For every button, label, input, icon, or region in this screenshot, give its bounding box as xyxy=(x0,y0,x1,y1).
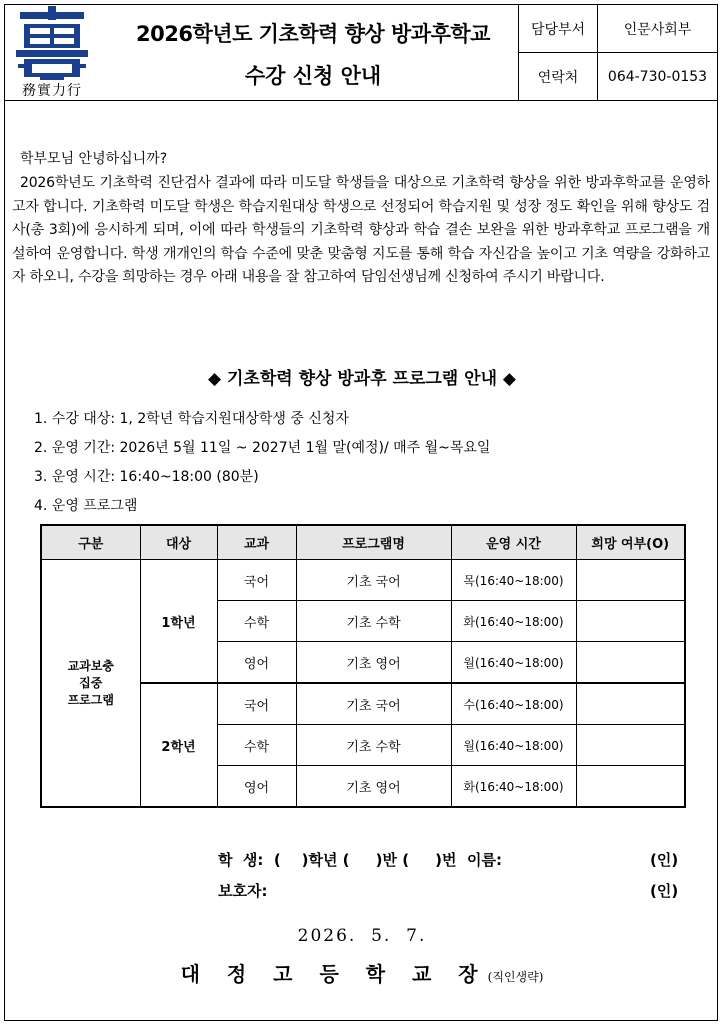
list-item: 4. 운영 프로그램 xyxy=(34,498,138,514)
list-item: 2. 운영 기간: 2026년 5월 11일 ~ 2027년 1월 말(예정)/ 매주 월~목요일 xyxy=(34,440,491,456)
column-header: 희망 여부(O) xyxy=(576,525,685,560)
school-motto: 務實力行 xyxy=(22,83,82,99)
time-cell: 화(16:40~18:00) xyxy=(451,601,576,642)
column-header: 프로그램명 xyxy=(296,525,451,560)
table-header-row xyxy=(41,525,685,560)
time-cell: 월(16:40~18:00) xyxy=(451,642,576,684)
time-cell: 월(16:40~18:00) xyxy=(451,725,576,766)
contact-table xyxy=(518,4,718,101)
program-info-list xyxy=(34,408,490,524)
preference-cell[interactable] xyxy=(576,683,685,725)
contact-label: 연락처 xyxy=(519,53,598,101)
principal-name: 대 정 고 등 학 교 장 xyxy=(180,962,488,986)
preference-cell[interactable] xyxy=(576,642,685,684)
dept-label: 담당부서 xyxy=(519,5,598,53)
subject-cell: 영어 xyxy=(217,766,296,808)
program-name-cell: 기초 국어 xyxy=(296,560,451,601)
program-name-cell: 기초 수학 xyxy=(296,725,451,766)
subject-cell: 수학 xyxy=(217,725,296,766)
time-cell: 수(16:40~18:00) xyxy=(451,683,576,725)
contact-value: 064-730-0153 xyxy=(598,53,718,101)
program-heading xyxy=(0,364,724,389)
preference-cell[interactable] xyxy=(576,601,685,642)
title-line-1: 2026학년도 기초학력 향상 방과후학교 xyxy=(136,22,490,46)
diamond-icon: ◆ xyxy=(207,369,222,389)
header-divider xyxy=(4,100,718,101)
column-header: 운영 시간 xyxy=(451,525,576,560)
list-item: 1. 수강 대상: 1, 2학년 학습지원대상학생 중 신청자 xyxy=(34,411,349,427)
preference-cell[interactable] xyxy=(576,560,685,601)
diamond-icon: ◆ xyxy=(502,369,516,389)
student-seal: (인) xyxy=(650,851,679,869)
column-header: 교과 xyxy=(217,525,296,560)
subject-cell: 국어 xyxy=(217,560,296,601)
grade-cell: 2학년 xyxy=(140,683,217,807)
guardian-seal: (인) xyxy=(650,882,679,900)
preference-cell[interactable] xyxy=(576,766,685,808)
program-name-cell: 기초 국어 xyxy=(296,683,451,725)
column-header: 대상 xyxy=(140,525,217,560)
list-item: 3. 운영 시간: 16:40~18:00 (80분) xyxy=(34,469,259,485)
subject-cell: 영어 xyxy=(217,642,296,684)
preference-cell[interactable] xyxy=(576,725,685,766)
letter-body: 2026학년도 기초학력 진단검사 결과에 따라 미도달 학생들을 대상으로 기초학력 향상을 위한 방과후학교를 운영하고자 합니다. 기초학력 미도달 학생은 학습지원대상 학생으로 선정되어 학습지원 및 성장 정도 확인을 위해 향상도 검사(총 3회)에 응시하게 되며, 이에 따라 학생들의 기초학력 향상과 학습 결손 보완을 위한 방과후학교 프로그램을 개설하여 운영합니다. 학생 개개인의 학습 수준에 맞춘 맞춤형 지도를 통해 학습 자신감을 높이고 기초 역량을 강화하고자 하오니, 수강을 희망하는 경우 아래 내용을 잘 참고하여 담임선생님께 신청하여 주시기 바랍니다. xyxy=(12,175,710,285)
issue-date: 2026. 5. 7. xyxy=(297,926,427,946)
column-header: 구분 xyxy=(41,525,140,560)
title-line-2: 수강 신청 안내 xyxy=(244,64,382,88)
guardian-line: 보호자: xyxy=(218,882,268,900)
student-info-line: 학 생: ( )학년 ( )반 ( )번 이름: xyxy=(218,851,502,869)
category-cell: 교과보충 집중 프로그램 xyxy=(41,560,140,808)
program-name-cell: 기초 수학 xyxy=(296,601,451,642)
time-cell: 화(16:40~18:00) xyxy=(451,766,576,808)
principal-signature xyxy=(0,958,724,987)
subject-cell: 국어 xyxy=(217,683,296,725)
table-row xyxy=(41,560,685,601)
seal-omitted-note: (직인생략) xyxy=(487,970,544,984)
dept-value: 인문사회부 xyxy=(598,5,718,53)
time-cell: 목(16:40~18:00) xyxy=(451,560,576,601)
greeting: 학부모님 안녕하십니까? xyxy=(20,151,168,167)
program-name-cell: 기초 영어 xyxy=(296,642,451,684)
grade-cell: 1학년 xyxy=(140,560,217,684)
subject-cell: 수학 xyxy=(217,601,296,642)
program-schedule-table xyxy=(40,524,686,808)
program-name-cell: 기초 영어 xyxy=(296,766,451,808)
program-heading-text: 기초학력 향상 방과후 프로그램 안내 xyxy=(226,369,497,389)
document-title xyxy=(108,4,519,100)
